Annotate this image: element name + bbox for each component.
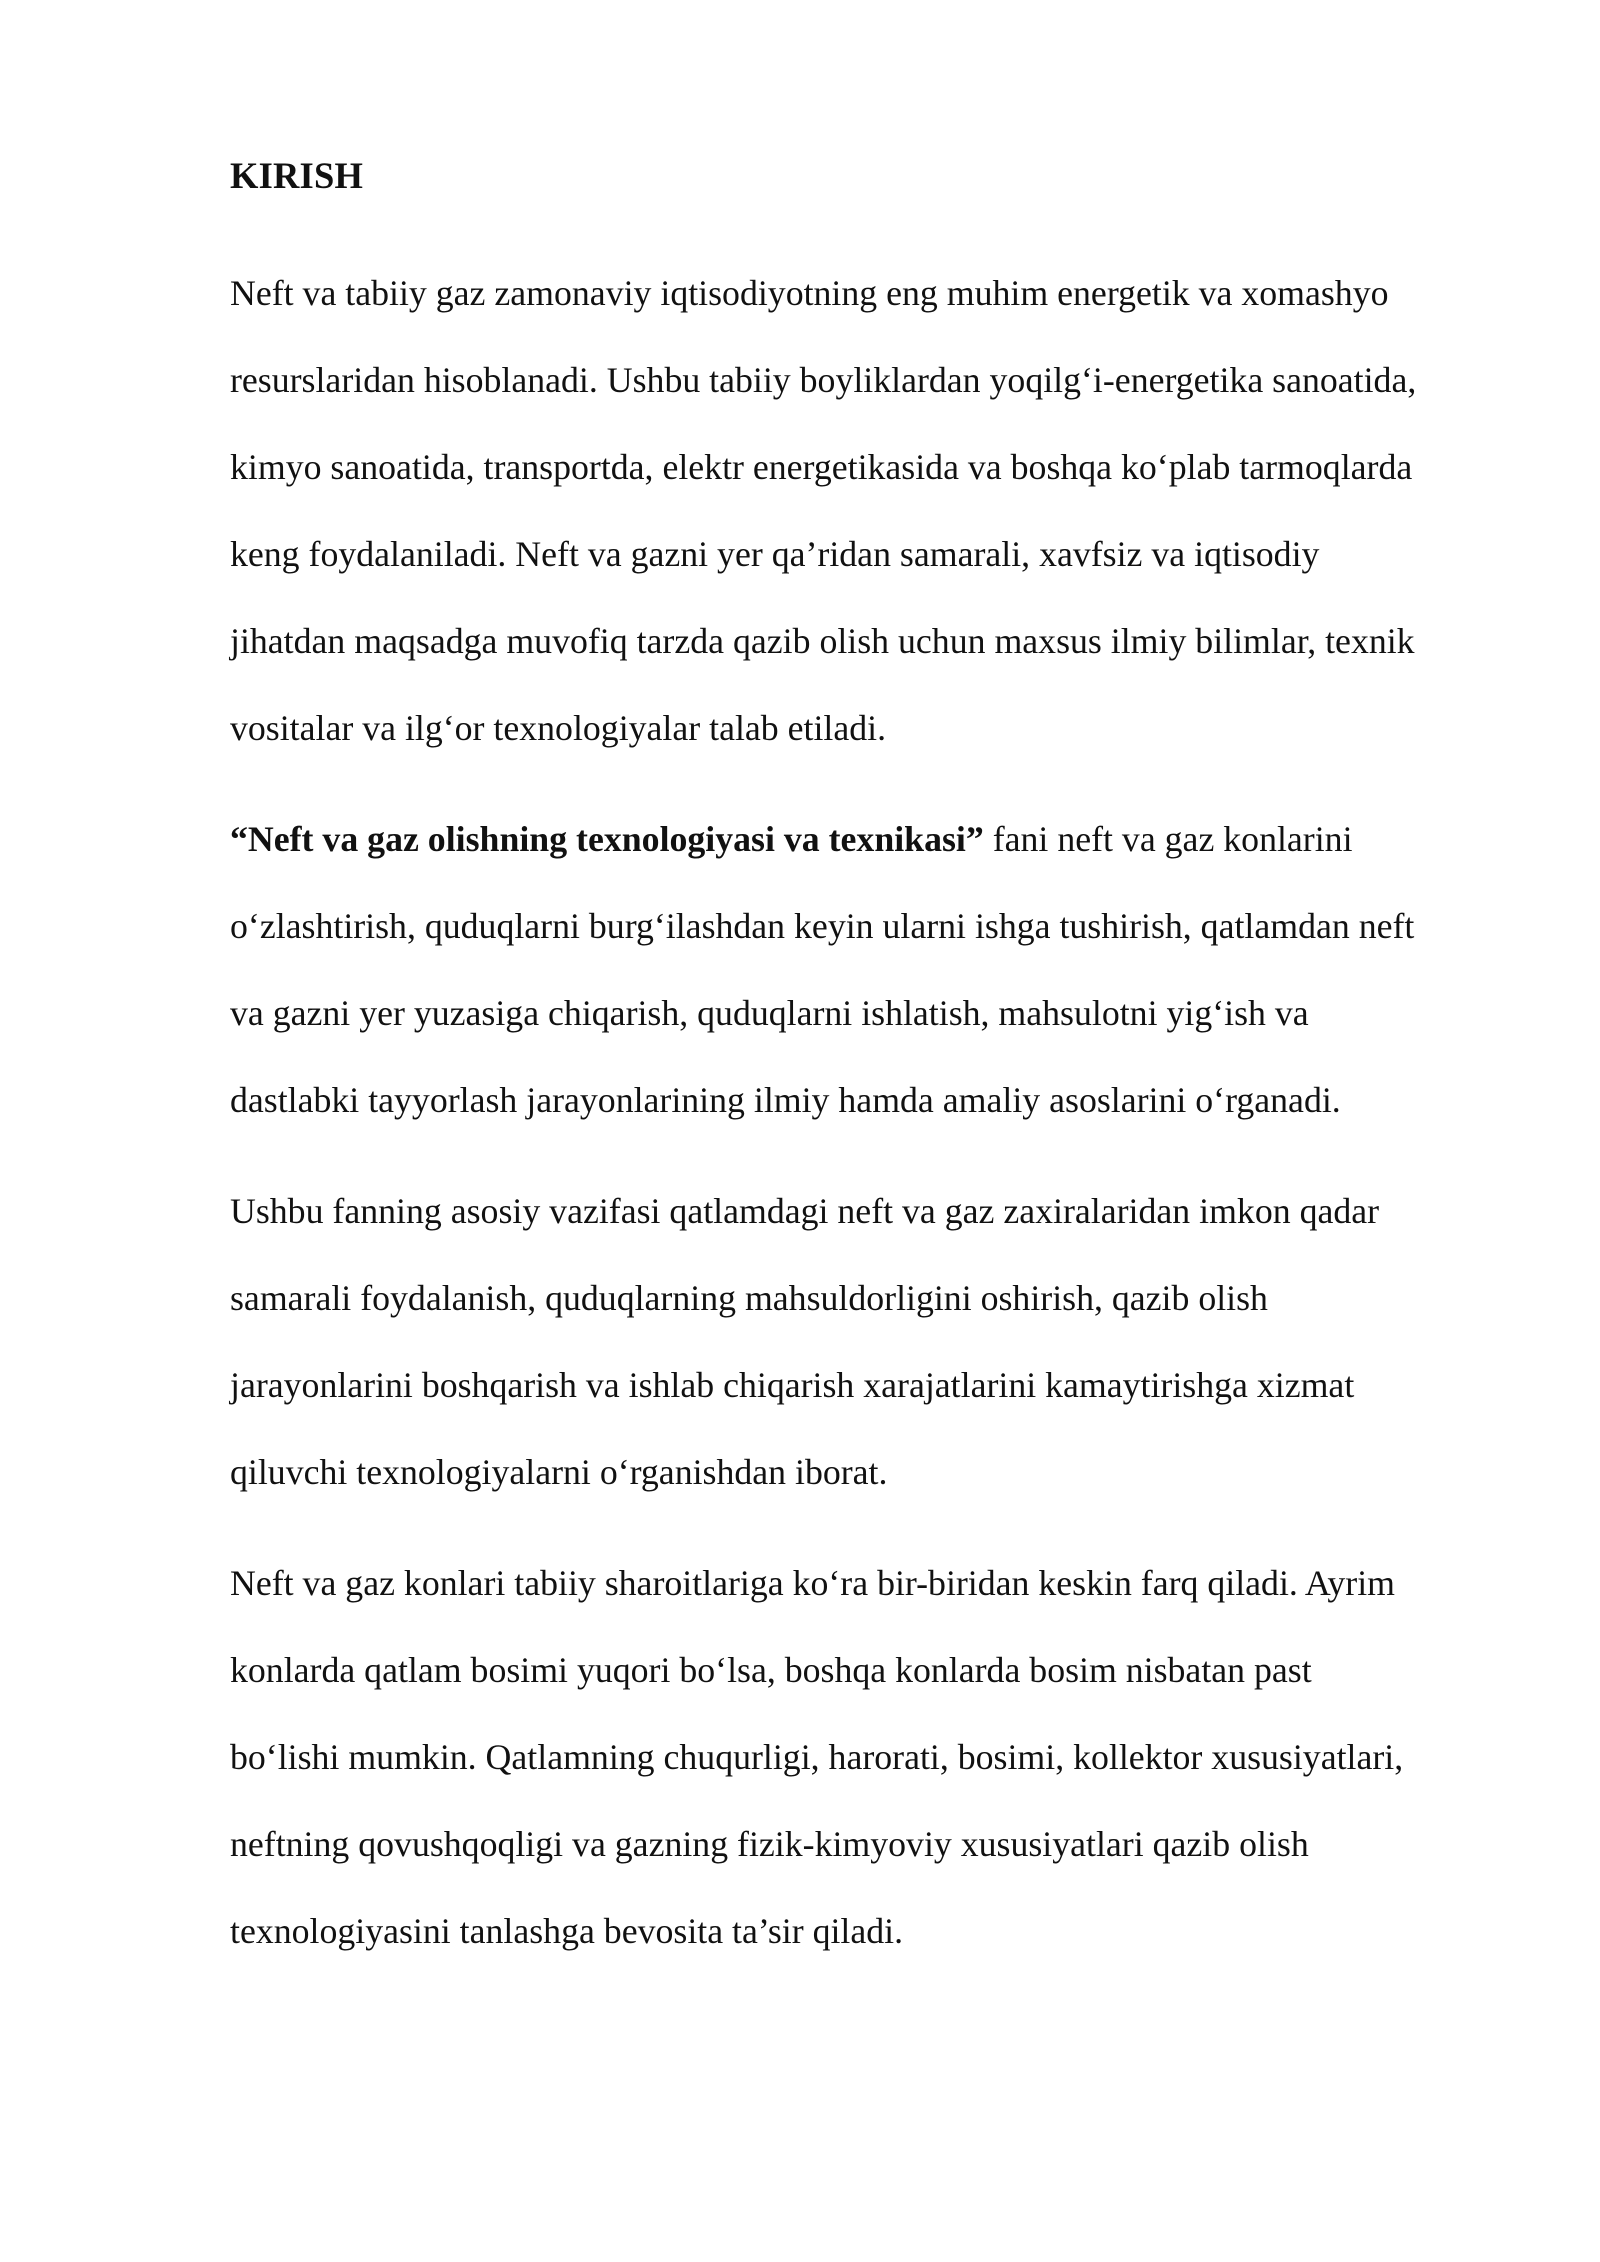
text-line: o‘zlashtirish, quduqlarni burg‘ilashdan keyin ularni ishga tushirish, qatlamdan neft	[230, 906, 1415, 946]
paragraph-task	[230, 1168, 1492, 1516]
text-line: jihatdan maqsadga muvofiq tarzda qazib olish uchun maxsus ilmiy bilimlar, texnik	[230, 621, 1415, 661]
text-line: jarayonlarini boshqarish va ishlab chiqarish xarajatlarini kamaytirishga xizmat	[230, 1365, 1355, 1405]
subject-title: “Neft va gaz olishning texnologiyasi va texnikasi”	[230, 819, 984, 859]
text-line: keng foydalaniladi. Neft va gazni yer qa’ridan samarali, xavfsiz va iqtisodiy	[230, 534, 1320, 574]
paragraph-subject	[230, 796, 1492, 1144]
text-line: resurslaridan hisoblanadi. Ushbu tabiiy boyliklardan yoqilg‘i-energetika sanoatida,	[230, 360, 1417, 400]
text-line: konlarda qatlam bosimi yuqori bo‘lsa, boshqa konlarda bosim nisbatan past	[230, 1650, 1312, 1690]
paragraph-conditions	[230, 1540, 1492, 1975]
text-line: neftning qovushqoqligi va gazning fizik-kimyoviy xususiyatlari qazib olish	[230, 1824, 1309, 1864]
text-line: qiluvchi texnologiyalarni o‘rganishdan iborat.	[230, 1452, 888, 1492]
text-run: fani neft va gaz konlarini	[983, 819, 1353, 859]
text-line: texnologiyasini tanlashga bevosita ta’sir qiladi.	[230, 1911, 904, 1951]
text-line: Ushbu fanning asosiy vazifasi qatlamdagi neft va gaz zaxiralaridan imkon qadar	[230, 1191, 1380, 1231]
paragraph-intro	[230, 250, 1492, 772]
document-body	[230, 148, 1492, 1999]
section-heading: KIRISH	[230, 155, 364, 196]
text-line: bo‘lishi mumkin. Qatlamning chuqurligi, harorati, bosimi, kollektor xususiyatlari,	[230, 1737, 1404, 1777]
text-line: samarali foydalanish, quduqlarning mahsuldorligini oshirish, qazib olish	[230, 1278, 1268, 1318]
text-line: Neft va tabiiy gaz zamonaviy iqtisodiyotning eng muhim energetik va xomashyo	[230, 273, 1389, 313]
text-line: va gazni yer yuzasiga chiqarish, quduqlarni ishlatish, mahsulotni yig‘ish va	[230, 993, 1309, 1033]
text-line: kimyo sanoatida, transportda, elektr energetikasida va boshqa ko‘plab tarmoqlarda	[230, 447, 1413, 487]
text-line: vositalar va ilg‘or texnologiyalar talab etiladi.	[230, 708, 887, 748]
text-line: Neft va gaz konlari tabiiy sharoitlariga ko‘ra bir-biridan keskin farq qiladi. Ayrim	[230, 1563, 1395, 1603]
text-line: dastlabki tayyorlash jarayonlarining ilmiy hamda amaliy asoslarini o‘rganadi.	[230, 1080, 1341, 1120]
text-line	[230, 796, 1492, 883]
